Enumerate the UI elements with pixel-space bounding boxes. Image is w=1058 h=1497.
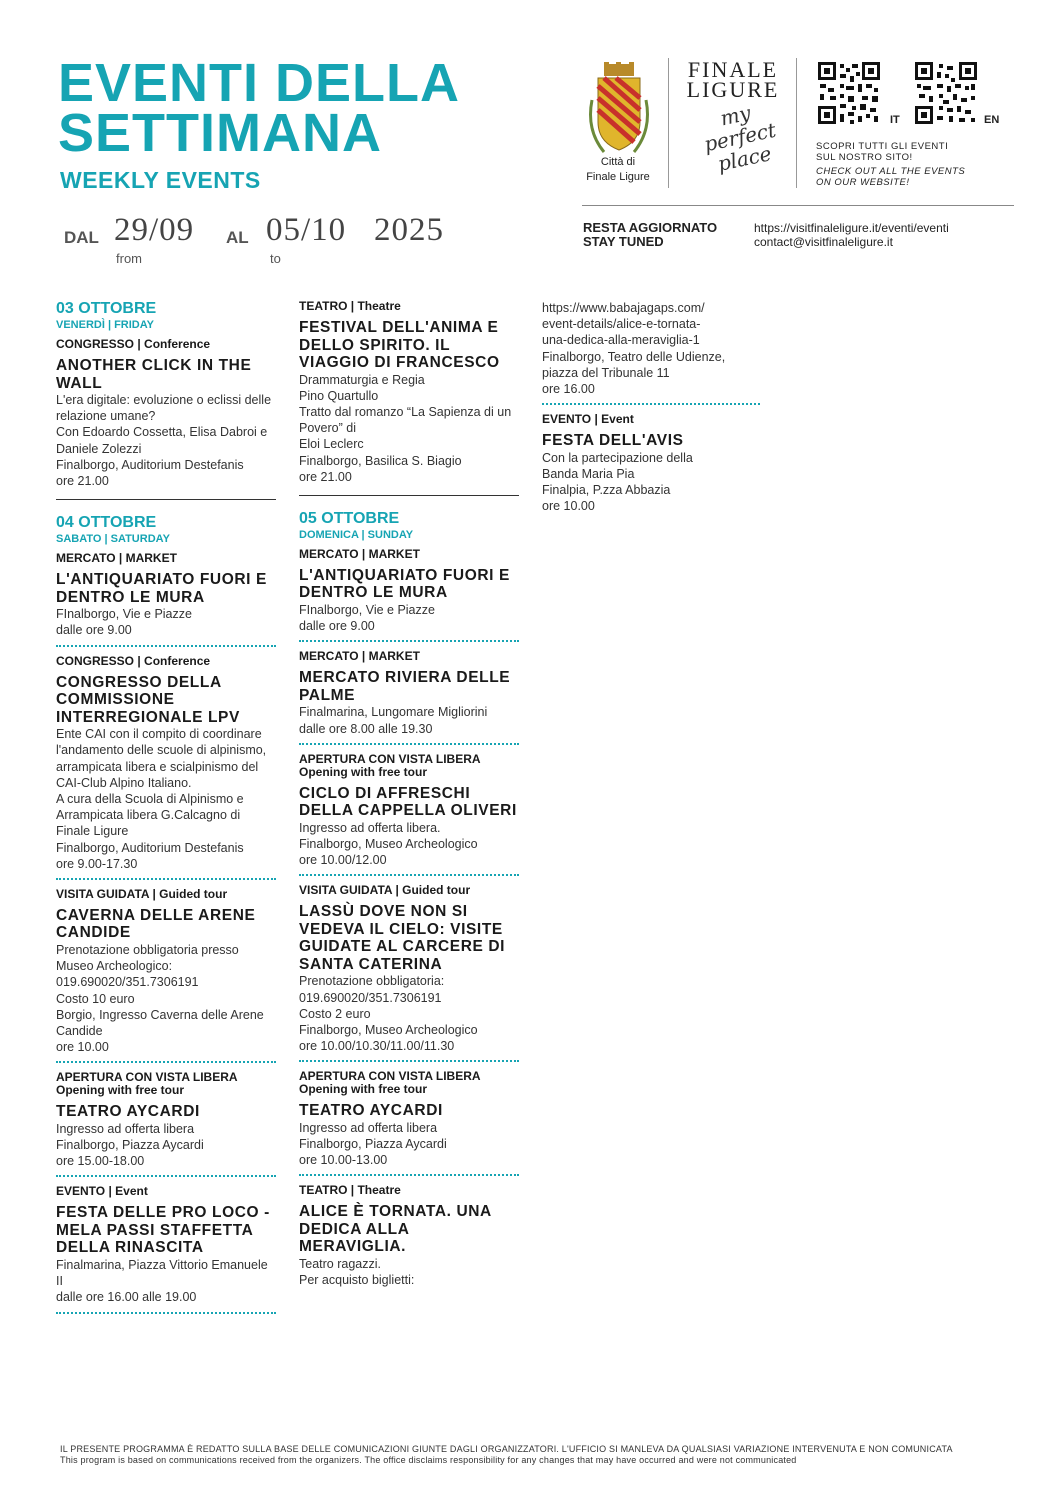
event-category-en: Opening with free tour xyxy=(56,1083,184,1098)
event-description: Prenotazione obbligatoria presso Museo Archeologico: 019.690020/351.7306191 Costo 10 euro Borgio, Ingresso Caverna delle Arene Candide ore 10.00 xyxy=(56,942,264,1055)
event-description: FInalborgo, Vie e Piazze dalle ore 9.00 xyxy=(56,607,192,638)
column-3 xyxy=(542,300,772,515)
event-category: MERCATO | MARKET xyxy=(56,551,177,566)
event-description: L'era digitale: evoluzione o eclissi delle relazione umane? Con Edoardo Cossetta, Elisa Dabroi e Daniele Zolezzi Finalborgo, Auditorium Destefanis ore 21.00 xyxy=(56,393,272,489)
event-title: LASSÙ DOVE NON SI VEDEVA IL CIELO: VISITE GUIDATE AL CARCERE DI SANTA CATERINA xyxy=(299,903,506,973)
city-name: Città di Finale Ligure xyxy=(586,156,650,183)
column-2 xyxy=(299,300,519,1288)
date-range xyxy=(62,212,522,272)
event-divider xyxy=(56,1175,276,1177)
event-title: MERCATO RIVIERA DELLE PALME xyxy=(299,669,511,704)
event-title: L'ANTIQUARIATO FUORI E DENTRO LE MURA xyxy=(299,566,510,602)
event-title: FESTIVAL DELL'ANIMA E DELLO SPIRITO. IL VIAGGIO DI FRANCESCO xyxy=(299,319,500,371)
qr-code-it-icon[interactable] xyxy=(816,60,882,126)
divider xyxy=(796,58,797,188)
qr-code-en-icon[interactable] xyxy=(913,60,979,126)
event-category: APERTURA CON VISTA LIBERA xyxy=(56,1070,238,1085)
event-category: TEATRO | Theatre xyxy=(299,1183,401,1198)
page-subtitle: WEEKLY EVENTS xyxy=(60,167,261,193)
event-divider xyxy=(542,403,760,405)
event-description-continued: https://www.babajagaps.com/ event-details/alice-e-tornata- una-dedica-alla-meraviglia-1 Finalborgo, Teatro delle Udienze, piazza del Tribunale 11 ore 16.00 xyxy=(542,301,726,397)
from-label: from xyxy=(116,251,142,266)
event-category-en: Opening with free tour xyxy=(299,764,427,779)
website-link[interactable]: https://visitfinaleligure.it/eventi/eventi xyxy=(754,221,949,235)
event-title: ANOTHER CLICK IN THE WALL xyxy=(56,357,252,392)
event-category: APERTURA CON VISTA LIBERA xyxy=(299,1069,481,1084)
discover-events xyxy=(816,141,1026,188)
stay-tuned xyxy=(583,221,717,249)
event-description: Finalmarina, Piazza Vittorio Emanuele II dalle ore 16.00 alle 19.00 xyxy=(56,1257,268,1305)
event-description: Prenotazione obbligatoria: 019.690020/351.7306191 Costo 2 euro Finalborgo, Museo Archeologico ore 10.00/10.30/11.00/11.30 xyxy=(299,974,478,1054)
event-category: VISITA GUIDATA | Guided tour xyxy=(299,883,471,898)
column-1 xyxy=(56,300,276,1322)
event-category: CONGRESSO | Conference xyxy=(56,653,211,668)
email-link[interactable]: contact@visitfinaleligure.it xyxy=(754,235,893,249)
discover-en: CHECK OUT ALL THE EVENTS ON OUR WEBSITE! xyxy=(816,166,966,188)
disclaimer-it: IL PRESENTE PROGRAMMA È REDATTO SULLA BASE DELLE COMUNICAZIONI GIUNTE DAGLI ORGANIZZATORI. L'UFFICIO SI MANLEVA DA QUALSIASI VARIAZIONE INTERVENUTA E NON COMUNICATA xyxy=(60,1444,953,1454)
day-heading: 04 OTTOBRE xyxy=(56,514,157,532)
event-title: FESTA DELL'AVIS xyxy=(542,432,684,450)
disclaimer-en: This program is based on communications received from the organizers. The office disclaims responsibility for any changes that may have occurred and were not communicated xyxy=(60,1455,797,1465)
event-description: Ente CAI con il compito di coordinare l'andamento delle scuole di alpinismo, arrampicata libera e scialpinismo del CAI-Club Alpino Italiano. A cura della Scuola di Alpinismo e Arrampicata libera G.Calcagno di Finale Ligure Finalborgo, Auditorium Destefanis ore 9.00-17.30 xyxy=(56,727,267,871)
day-divider xyxy=(299,495,519,496)
event-divider xyxy=(299,743,519,745)
brand-tagline: my perfect place xyxy=(701,100,779,176)
event-divider xyxy=(56,1061,276,1063)
date-from: 29/09 xyxy=(114,212,195,248)
event-title: FESTA DELLE PRO LOCO - MELA PASSI STAFFETTA DELLA RINASCITA xyxy=(56,1204,270,1257)
to-label: to xyxy=(270,251,281,266)
brand-title: FINALE LIGURE xyxy=(686,57,780,102)
event-title: TEATRO AYCARDI xyxy=(56,1103,200,1121)
event-description: Ingresso ad offerta libera Finalborgo, Piazza Aycardi ore 10.00-13.00 xyxy=(299,1120,447,1168)
event-title: CAVERNA DELLE ARENE CANDIDE xyxy=(56,906,256,942)
date-to: 05/10 xyxy=(266,212,347,248)
day-of-week: DOMENICA | SUNDAY xyxy=(299,528,414,541)
event-divider xyxy=(56,1312,276,1314)
header-divider xyxy=(582,205,1014,206)
stay-en: STAY TUNED xyxy=(583,234,664,249)
event-description: Ingresso ad offerta libera Finalborgo, Piazza Aycardi ore 15.00-18.00 xyxy=(56,1121,204,1169)
disclaimer xyxy=(60,1444,1020,1466)
qr-en-label: EN xyxy=(984,114,1000,126)
event-category-en: Opening with free tour xyxy=(299,1082,427,1097)
event-divider xyxy=(56,645,276,647)
event-divider xyxy=(299,1060,519,1062)
day-of-week: SABATO | SATURDAY xyxy=(56,533,170,546)
event-title: ALICE È TORNATA. UNA DEDICA ALLA MERAVIGLIA. xyxy=(299,1203,492,1256)
event-divider xyxy=(299,1174,519,1176)
event-title: L'ANTIQUARIATO FUORI E DENTRO LE MURA xyxy=(56,571,267,606)
event-description: Ingresso ad offerta libera. Finalborgo, Museo Archeologico ore 10.00/12.00 xyxy=(299,820,478,868)
event-description: Teatro ragazzi. Per acquisto biglietti: xyxy=(299,1256,415,1288)
event-description: FInalborgo, Vie e Piazze dalle ore 9.00 xyxy=(299,602,435,634)
event-divider xyxy=(299,640,519,642)
year: 2025 xyxy=(374,212,444,248)
al-label: AL xyxy=(226,228,249,247)
day-heading: 05 OTTOBRE xyxy=(299,509,400,527)
day-heading: 03 OTTOBRE xyxy=(56,300,157,317)
qr-it-label: IT xyxy=(890,114,900,126)
stay-it: RESTA AGGIORNATO xyxy=(583,220,718,235)
contact-links xyxy=(754,221,949,249)
event-title: CONGRESSO DELLA COMMISSIONE INTERREGIONALE LPV xyxy=(56,673,240,726)
divider xyxy=(668,58,669,188)
event-category: CONGRESSO | Conference xyxy=(56,337,211,351)
dal-label: DAL xyxy=(64,228,99,247)
event-category: MERCATO | MARKET xyxy=(299,649,420,664)
event-divider xyxy=(299,874,519,876)
day-of-week: VENERDÌ | FRIDAY xyxy=(56,319,155,331)
event-category: APERTURA CON VISTA LIBERA xyxy=(299,751,481,766)
event-category: MERCATO | MARKET xyxy=(299,546,420,561)
event-description: Finalmarina, Lungomare Migliorini dalle ore 8.00 alle 19.30 xyxy=(299,705,488,736)
event-category: EVENTO | Event xyxy=(542,412,634,427)
event-title: TEATRO AYCARDI xyxy=(299,1102,443,1120)
event-description: Con la partecipazione della Banda Maria Pia Finalpia, P.zza Abbazia ore 10.00 xyxy=(542,450,693,514)
event-category: EVENTO | Event xyxy=(56,1184,148,1199)
event-divider xyxy=(56,878,276,880)
event-category: TEATRO | Theatre xyxy=(299,299,401,313)
day-divider xyxy=(56,499,276,500)
event-description: Drammaturgia e Regia Pino Quartullo Tratto dal romanzo “La Sapienza di un Povero” di Eloi Leclerc Finalborgo, Basilica S. Biagio ore 21.00 xyxy=(299,372,512,484)
discover-it: SCOPRI TUTTI GLI EVENTI SUL NOSTRO SITO! xyxy=(816,141,949,163)
event-title: CICLO DI AFFRESCHI DELLA CAPPELLA OLIVERI xyxy=(299,784,517,820)
page-title: EVENTI DELLA SETTIMANA xyxy=(58,53,459,163)
event-category: VISITA GUIDATA | Guided tour xyxy=(56,886,228,901)
